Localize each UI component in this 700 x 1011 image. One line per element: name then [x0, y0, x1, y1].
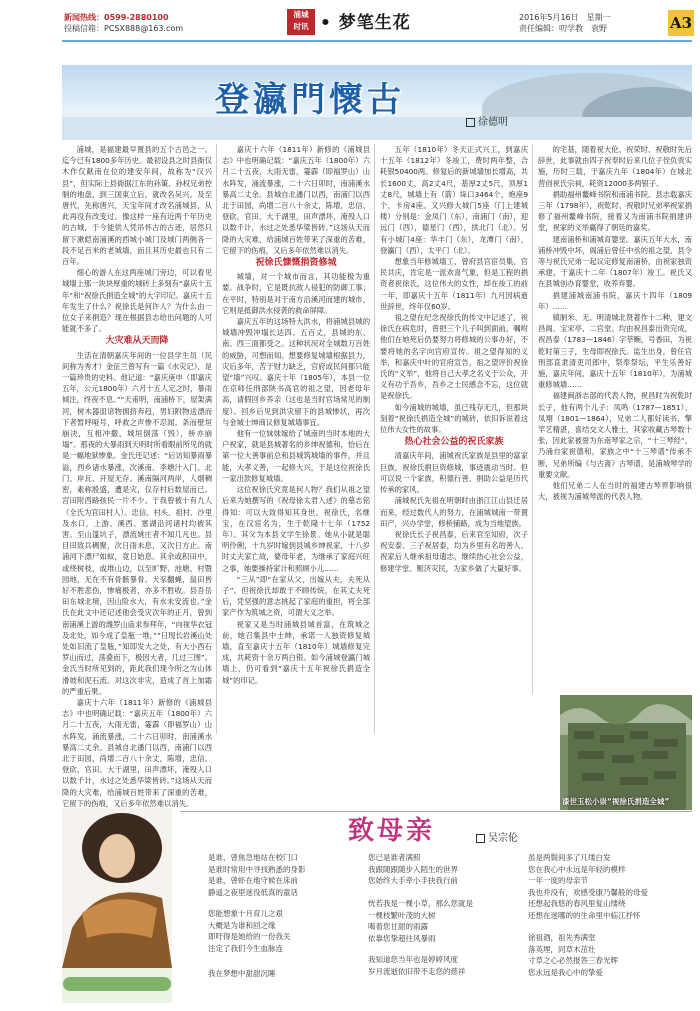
poem-line: 您始终大手牵小手抉我行前 [368, 876, 458, 886]
paragraph: 他有一位妹妹嫁给了城南的当时本地的大户祝家，就是县城著名的乡绅祝德和，恰后在第一位大善事前总和县城筑城墙的事件，并且能，大孝义善，一起修大兴，于是这位祝徐氏一家出款修复城墙。 [222, 429, 370, 483]
paragraph: 细心的游人在这两座城门旁边，可以看见城墙上那一块块厚重的城砖上多刻有“嘉庆十五年”和“祝徐氏捐造全城”的大字印记。嘉庆十五年发生了什么？祝徐氏是何许人？为什么由一位女子来捐造？现在根据县志给出问题的人可能就不多了。 [62, 268, 212, 334]
poem-line: 您能想象十月育儿之艰 [208, 909, 283, 918]
poem-line: 岁月流逝依旧带不走您的慈祥 [368, 966, 466, 976]
paragraph: 祖之望在纪念祝徐氏的传文中记述了，祝徐氏在病危时，曾把三个儿子叫到面前，嘱咐他们在她死后仍要努力将修城的公事办好，不要将她的名字向官府宣传。祖之望得知的义举，和嘉庆中叶的官府宣告，祖之望评价祝徐氏的“义举”，他将自己大孝之名义于公众，开义有功于吾乡，吾乡之士民感念不忘，这位就是祝徐氏。 [380, 313, 528, 401]
mother-illustration [62, 808, 172, 1003]
poem-line: 虽是两鬓间多了几缕白发 [528, 853, 611, 862]
article-author: 徐德明 [478, 117, 508, 128]
hotline-label: 新闻热线： [64, 13, 104, 22]
column-badge [287, 9, 315, 35]
header-rule [62, 40, 692, 42]
poem-line: 寸草之心必然报答三春光辉 [528, 956, 618, 966]
paragraph: 嘉庆十六年（1811年）新修的《浦城县志》中也明确记载：“嘉庆五年（1800年）六月二十五夜，大雨无雷，霎霹（即福罗山）山水阵发，涌流暴涨，二十六日卯时，南浦溪水暴高二丈余。县城自北潘门以西，南浦门以西北于田园，尚增二百八十余丈，陈增，忠信、登砍，官田、大干湖里，田声漂坏，淹殁人口以数千计，水过之处悉华梁皆砖。”这场从天而降的大灾难，给浦城百姓带来了深重的苦难，它留下的伤痕，又后多年依然难以消失。 [62, 697, 212, 808]
poem-line: 是谁时常用中寻找熟悉的身影 [208, 864, 306, 874]
poem-stanza [528, 932, 618, 978]
poem-byline [476, 829, 518, 844]
poem-line: 喝着您甘甜的雨露 [368, 922, 428, 932]
column-divider [374, 144, 375, 734]
poem-line: 大概是为谁和回之缘 [208, 920, 276, 930]
poem-line: 恍若我是一棵小草，那么您就是 [368, 899, 473, 908]
poem-line: 您永远是我心中的挚爱 [528, 967, 603, 977]
poem-stanza [368, 898, 473, 944]
poem-line: 我在梦想中甜甜沉睡 [208, 969, 276, 978]
paragraph: “三从”即“在家从父，出嫁从夫，夫死从子”。但祝徐氏却敢于不顾传统，在其丈夫死后，凭坚强的意志挑起了家庭的重担，将全部家产作为筑城之资，可谓大义之举。 [222, 574, 370, 618]
paragraph: 城墙，对一个城市而言，其功能极为重要。战争时，它是既抗敌人侵犯的防御工事；在平时，特别是对于南方沿溪河而建的城市，它则是抵御洪水侵袭的救命屏障。 [222, 272, 370, 315]
paragraph: 他们兄弟二人在当时的福建古琴界影响很大，被视为浦城琴派的代表人物。 [538, 481, 692, 502]
city-wall-photo-image [560, 695, 692, 810]
section-heading: 热心社会公益的祝氏家族 [404, 437, 504, 448]
poem-line: 即吁得是她给的一份我关 [208, 932, 291, 942]
header-meta [519, 12, 611, 34]
photo-caption: 漆世玉松小崇“视徐氏捐造全城” [562, 797, 670, 806]
paragraph: 浦城祝氏先祖在明朝时由浙江江山县迁居而来，经过数代人的努力，在浦城城南一带置田产，兴办学堂，修桥铺路，成为当地望族。 [380, 496, 528, 528]
email-address: PCSX888@163.com [104, 24, 184, 33]
article-title: 登瀛門懷古 [215, 80, 405, 120]
paragraph: 清嘉庆年间，浦城祝氏家族是县里的富家巨族，祝徐氏捐巨资修城，事迹震动当时。但可以说一个家族，积德行善、捐助公益是历代传承的家风。 [380, 451, 528, 495]
poem-line: 还想起我悠的春风里复山缕绕 [528, 899, 626, 909]
poem-line: 徐祖酒，祖先秀满堂 [528, 933, 596, 942]
header-contacts [64, 12, 183, 34]
column-divider [532, 144, 533, 694]
section-heading: 大灾难从天而降 [105, 336, 169, 347]
paragraph: 嘉庆十六年（1811年）新修的《浦城县志》中也明确记载：“嘉庆五年（1800年）六月二十五夜，大雨无雷，霎霹（即福罗山）山水阵发，涌流暴涨，二十六日卯时，南浦溪水暴高二丈余。县城自北潘门以西，南浦门以西北于田园，尚增二百八十余丈，陈增，忠信、登砍，官田、大干湖里，田声漂坏，淹殁人口以数千计，水过之处悉华梁皆砖。”这场从天而降的大灾难，给浦城百姓带来了深重的苦难，它留下的伤痕，又后多年依然难以消失。 [222, 145, 370, 255]
paragraph: 嘉庆五年的这场特大洪水，将浦城县城的城墙冲毁冲塌长达四、五百丈，县城的东、南、西三面都受之。这种状况对全城数万百姓的威胁，可想而知。想要修复城墙根据县力，灾后多年，苦于财力缺乏，官府或民间都只能望“墙”兴叹。嘉庆十年（1805年），本县一位在京师任刑部陕书高官的祖之望，因老母年高，请假回乡养亲（这也是当时官场常见的制度）。回乡后见到洪灾留下的县城惨状，再次与金城士绅商议修复城墙事宜。 [222, 317, 370, 427]
column-divider [216, 144, 217, 734]
poem-line: 我跟随跟随步入陌生的世界 [368, 864, 458, 874]
byline-box-icon [466, 118, 475, 127]
paragraph: 想象当年修城墙工，曾府县官宦员集，官民共庆，肯定是一派欢喜气象，但是工程的捐资者祝徐氏，这位伟大的女性，却在竣工的前一年，即嘉庆十五年（1811年）九月因病逝世辞世，终年仅60岁。 [380, 257, 528, 311]
editors: 责任编辑：叨学教 袁野 [519, 24, 607, 33]
paragraph: 生活在清朝嘉庆年间的一位县学生员（民间称为秀才）金征兰曾写有一篇《水灾记》，是一篇珍贵的史料。他记道：“嘉庆庚申（即嘉庆五年，公元1800年）六月十五人定之时，暴雨倾注，终夜不息。”“天甫明，南浦桥下，屋架满河，树木器皿谙物拥挤奔趋，男妇附物送漂而下者暂呼哑号，呼救之声惨不忍闻。条而壁垣崩决，互相冲撒，城垣倒荡（毁），桥亦崩塌”。那夜的大暴雨到天明时所看眼前所见的就是一幅地狱惨象。金氏还记述：“后访知暴雨暴溢，西乡诸水暴涨，次溪南、李塘汁入门、北门、岸瓦、开屋无存。溪南隔河两岸，人烟稠密，素称殷盛，遭是灾，仅存村后数屋而已。宫田附西路孩民一片不少。于我曾被十有九人（全氏为官田村人）。忠信、村头、祖村、沙里及水口，上游、溪西、塞湖沿河诸村均被其害。至山篷坑子，漂流姚庄者不知几凡也。县目田致兵稠聚，次日雨未息，又次日方止。南浦河下漂尸如蚁，竟日始息。其余或积田中，或绕树枝，或堆山边，以至旷野、池塘、村暨园地，无在不有骨骸暴骨。犬豕翻蝇，鼠田皆好不胜悲伤，惨痛极者，亦多不胜收。县吾岳田东城北境，因山险水大，有水未安流也。”金氏在此文中还记述他会受灾次年的正月，曾到南浦溪上游的潍罗山庙求参拜年，“向视华衣冠及北处，如今成了皇瓶一堆，”“日现长岩溪山处处如旧流了皇瓶，”知即发大之处，有大小西石罗山而过，荡叠而下，极因大者，几过三围”。金氏当时所见到的，距此我们现今所之为山体滑坡和泥石流。对这次非灾，造成了首上加霜的严重后果。 [62, 350, 212, 696]
paragraph: 的宅基，随着祝大伦、祝荣时、祝敬时先后辞世，此事就由四子祝奉时后来几位子侄负责实施，历时三载，于嘉庆九年（1804年）在城北营创祝氏宗祠，耗资12000多两银子。 [538, 145, 692, 188]
article-byline [466, 113, 508, 128]
article-column-4 [538, 144, 692, 692]
poem-stanza [368, 954, 466, 977]
email-label: 投稿信箱： [64, 24, 104, 33]
poem-line: 是谁，曾焦急地站在校门口 [208, 853, 298, 862]
column-name: • 梦笔生花 [320, 13, 411, 33]
poem-title: 致母亲 [348, 816, 436, 846]
issue-date: 2016年5月16日 星期一 [519, 13, 611, 22]
poem-stanza [208, 968, 276, 980]
column-badge-line-2: 时讯 [293, 22, 309, 31]
poem-line: 我也并没有，欢感受康乃馨般的母爱 [528, 887, 648, 897]
poem-stanza [368, 852, 458, 887]
article-column-3 [380, 144, 528, 734]
bottom-section-rule [180, 811, 692, 812]
paragraph: 捐助福州鳌峰书院和南浦书院。县志载嘉庆三年（1798年），祝乾时、祝敬时兄弟率祝家捐修了福州鳌峰书院，接着又为南浦书院捐建讲堂，祝家的义举赢得了朝廷的嘉奖。 [538, 189, 692, 233]
poem-line: 一棵枝繁叶茂的大树 [368, 910, 436, 920]
poem-stanza [528, 852, 648, 922]
column-badge-line-1: 浦城 [293, 10, 309, 19]
poem-stanza [208, 908, 291, 954]
paragraph: 祝徐氏长子祝昌泰，后来官至知府，次子祝安泰、三子祝居泰，均为乡里有名的善人。祝家后人继承祖母遗志，继续热心社会公益，修建学堂、赈济灾民，为家乡做了大量好事。 [380, 529, 528, 573]
byline-box-icon [476, 834, 485, 843]
poem-line: 您已是谁者满照 [368, 853, 421, 862]
poem-stanza [208, 852, 306, 898]
poem-line: 依靠您挚超往风暴雨 [368, 933, 436, 943]
poem-line: 静遥之夜里迷没低真的童话 [208, 887, 298, 897]
section-heading: 祝徐氏慷慨捐资修城 [255, 258, 337, 269]
paragraph: 五年（1810年）冬天正式兴工，到嘉庆十五年（1812年）冬竣工，费时两年整，合耗银50400两。修复后的新城墙加长增高，共长1600丈，高2丈4尺，基厚2丈5尺，顶厚1丈8尺，城墙上有（箭）垛口3464个，炮座9个，卡房4座。又兴修大城门5座（门上建城楼）分别是：金凤门（东），南浦门（南），迎远门（西），德星门（西），拱北门（北）。另有小城门4座：华丰门（东），龙潭门（南），登瀛门（西），太平门（北）。 [380, 145, 528, 255]
poem-line: 落英埋，同草木茁壮 [528, 944, 596, 954]
paragraph: 建南浦桥和浦城育婴堂。嘉庆五年大水，南浦桥冲毁中坏，阁浦后曾任中丞的祖之望、县令等与祝氏兄弟一起议定修复南浦桥，由祝家独资承建，于嘉庆十二年（1807年）竣工。祝氏又在县城创办育婴堂，收养弃婴。 [538, 234, 692, 289]
paragraph: 祝家又是当时浦城县城首富，在筑城之前，她召集县中士绅，承诺一人独资修复城墙，直至嘉庆十五年（1810年）城墙修复完成，共耗资十余万两白银。如今浦城登瀛门城墙上，仍可看到“嘉庆十五年祝徐氏捐造全城”的印记。 [222, 619, 370, 685]
poem-line: 您在我心中永远是年轻的模样 [528, 864, 626, 874]
paragraph: 浦城，是福建最早置县的五个古邑之一。迄今已有1800多年历史。最初设县之时县衙仅木作仅献南在位的建安年间，故称为“汉兴县”，但实际上县衙据江东的孙策、孙权兄弟控制的地盘，到三国東立后，就改名吴兴。及至唐代，先称唐兴，天宝年间才改名浦城县，从此再没有改变过。像这样一座有近两千年历史的古城，于今能供人凭吊怀古的古迹，居然只留下漱皑南浦溪的西城小城门及城门两侧各一段不足百米的老城墙，而且其历史最也只有二百年。 [62, 145, 212, 267]
paragraph: 这位祝徐氏究竟是何人物？我们从祖之望后来为她撰写的《祝母徐太君人述》的墓志铭得知：可以大致得知其身世。祝徐氏，名继宝，在汉宦名为，生于乾隆十七年（1752年）。其父为本县文学生徐景。她从小就是聪明伶俐，十九岁时嫁到县城乡绅祝家，十八岁时丈夫家亡故，婆母年老，为继承了家庭兴旺之事，她要操持家计和照顾小儿…… [222, 485, 370, 573]
poem-line: 我知道您当年也是婷婷风度 [368, 955, 458, 964]
column-name-text: 梦笔生花 [338, 13, 411, 33]
city-wall-photo [560, 695, 692, 810]
poem-author: 吴宗伦 [488, 833, 518, 844]
paragraph: 福建闽浙志部的代表人物，祝昌时为祝乾时长子，他有两个儿子：凤鸣（1787—1851）、凤翔（1801—1864），兄弟二人都好读书，擎竿艺精湛，喜结交文人雅士，其家收藏古琴数十张，因此家被誉为东南琴家之宗，“十三琴经”，乃涌自家祝德和，家族之中“十三琴谱”传承不断，兄弟所编《与古斋》古琴谱，是浦城琴学的重要文献。 [538, 391, 692, 479]
poem-line: 是谁，曾虾在地守候在床前 [208, 876, 298, 886]
hotline-number: 0599-2880100 [104, 13, 169, 22]
poem-line: 注定了我们今生血脉连 [208, 943, 283, 953]
poem-line: 还想在迷哪的的生命里中临江抒怀 [528, 910, 641, 920]
paragraph: 捐建浦城南浦书院，嘉庆十四年（1809年）…… [538, 290, 692, 311]
article-column-1 [62, 144, 212, 810]
poem-line: 一年一度的母亲节 [528, 876, 588, 886]
page-number: A3 [668, 10, 694, 36]
paragraph: 镇制米、无、明清城北贤著作十二种，建文昌阁、宝宋亭、二官堂、均由祝昌泰出资完成，祝昌泰（1783—1846）字莘畹，号香田，为祝乾时第三子，生母即祝徐氏。监生出身，曾任官刑部直隶清吏司郎中，祭奉祭坛，平生乐善好施，嘉庆年间，嘉庆十五年（1810年），为浦城重修城墙…… [538, 313, 692, 390]
article-column-2 [222, 144, 370, 734]
paragraph: 如今浦城的城墙，虽已残存无几，但那块刻着“祝徐氏捐造全城”的城砖，依旧诉说着这位伟大女性的故事。 [380, 402, 528, 435]
mother-illustration-image [62, 808, 172, 1003]
